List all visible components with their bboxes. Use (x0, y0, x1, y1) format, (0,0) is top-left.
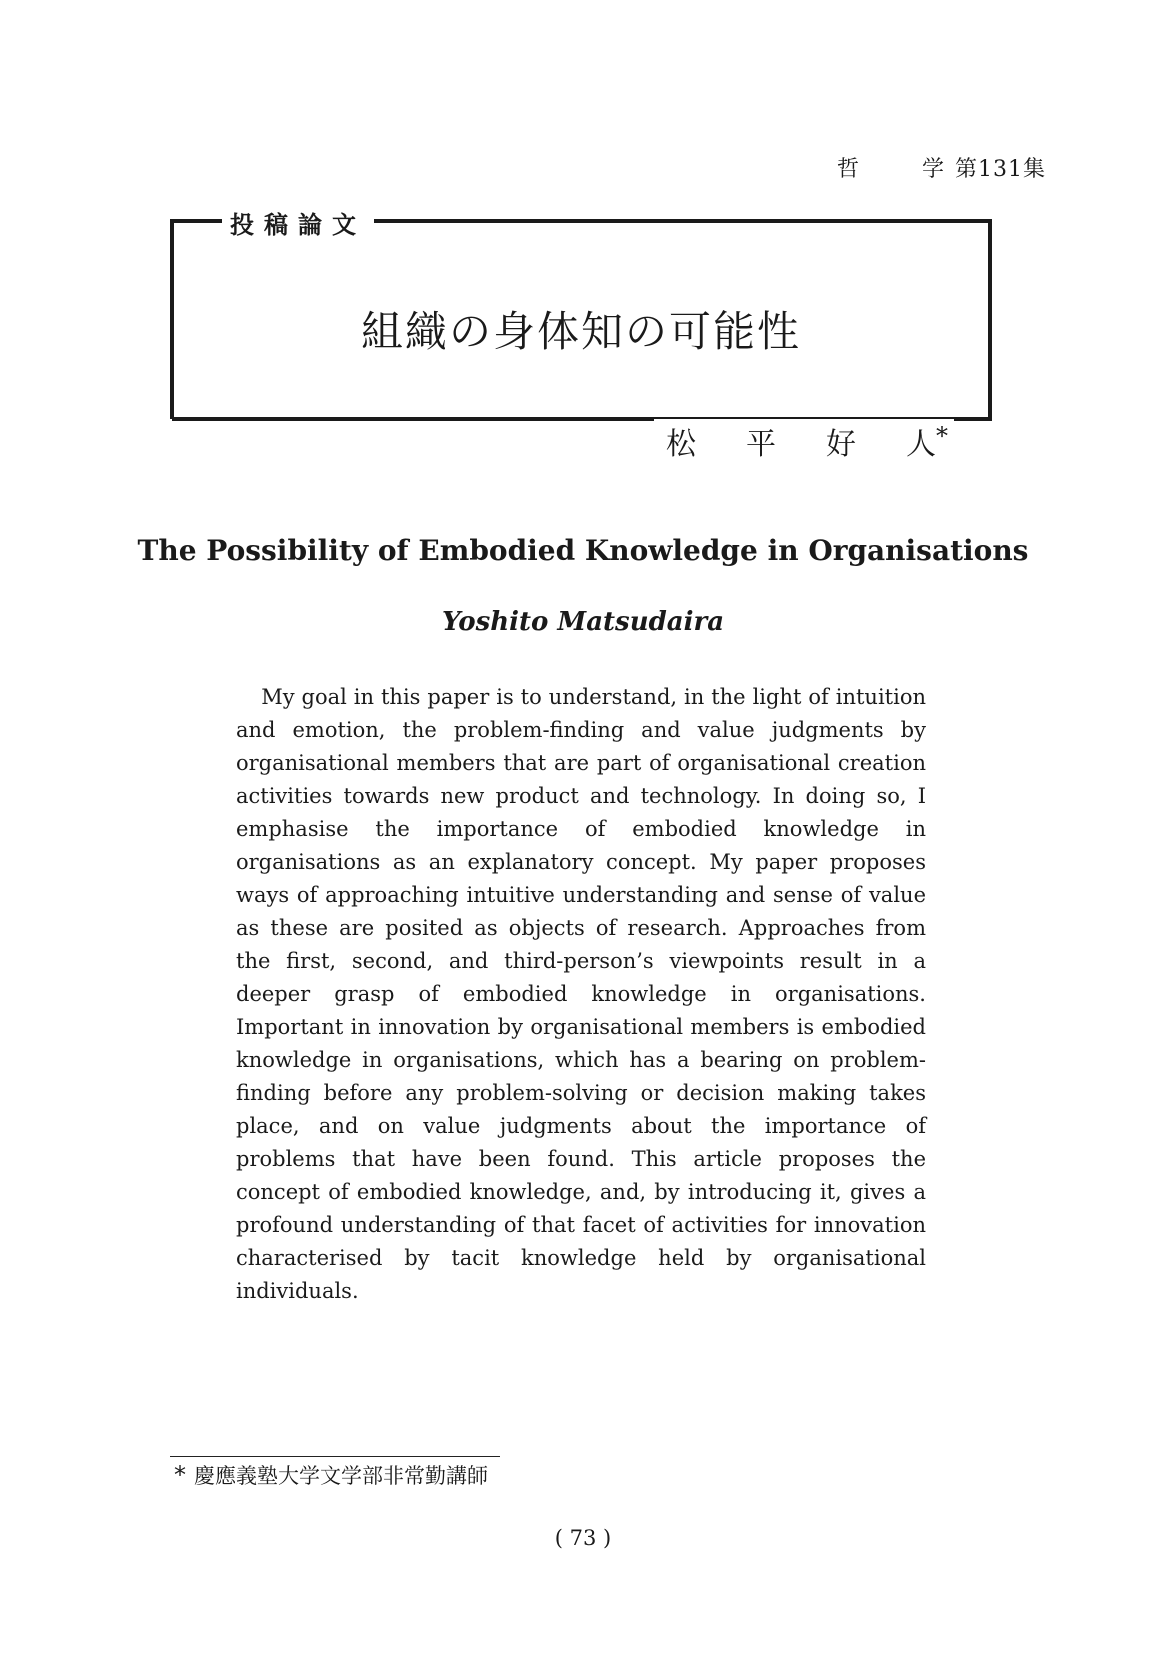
japanese-title: 組織の身体知の可能性 (360, 307, 801, 356)
section-label: 投稿論文 (222, 205, 374, 240)
journal-name-char-1: 哲 (836, 157, 860, 182)
english-author: Yoshito Matsudaira (441, 607, 725, 637)
author-char-2: 平 (746, 427, 776, 462)
author-char-3: 好 (826, 427, 856, 462)
japanese-author (654, 419, 954, 463)
footnote (174, 1460, 488, 1490)
author-char-4: 人 (906, 427, 936, 462)
journal-name-char-2: 学 (921, 157, 945, 182)
abstract: My goal in this paper is to understand, in the light of intuition and emotion, the problem-finding and value judgments by organisational members that are part of organisational creation activities towards new product and technology. In doing so, I emphasise the importance of embodied knowledge in organisations as an explanatory concept. My paper proposes ways of approaching intuitive understanding and sense of value as these are posited as objects of research. Approaches from the first, second, and third-person’s viewpoints result in a deeper grasp of embodied knowledge in organisations. Important in innovation by organisational members is embodied knowledge in organisations, which has a bearing on problem-finding before any problem-solving or decision making takes place, and on value judgments about the importance of problems that have been found. This article proposes the concept of embodied knowledge, and, by introducing it, gives a profound understanding of that facet of activities for innovation characterised by tacit knowledge held by organisational individuals. (236, 685, 926, 1303)
running-head (837, 152, 1046, 183)
footnote-rule (170, 1456, 500, 1457)
journal-volume: 第131集 (955, 157, 1046, 182)
title-box (170, 211, 992, 462)
author-footnote-mark: * (936, 422, 948, 450)
english-title: The Possibility of Embodied Knowledge in Organisations (137, 534, 1029, 567)
author-char-1: 松 (666, 427, 696, 462)
footnote-text: 慶應義塾大学文学部非常勤講師 (194, 1464, 488, 1488)
footnote-mark: * (174, 1461, 186, 1489)
page-number: ( 73 ) (554, 1526, 612, 1550)
